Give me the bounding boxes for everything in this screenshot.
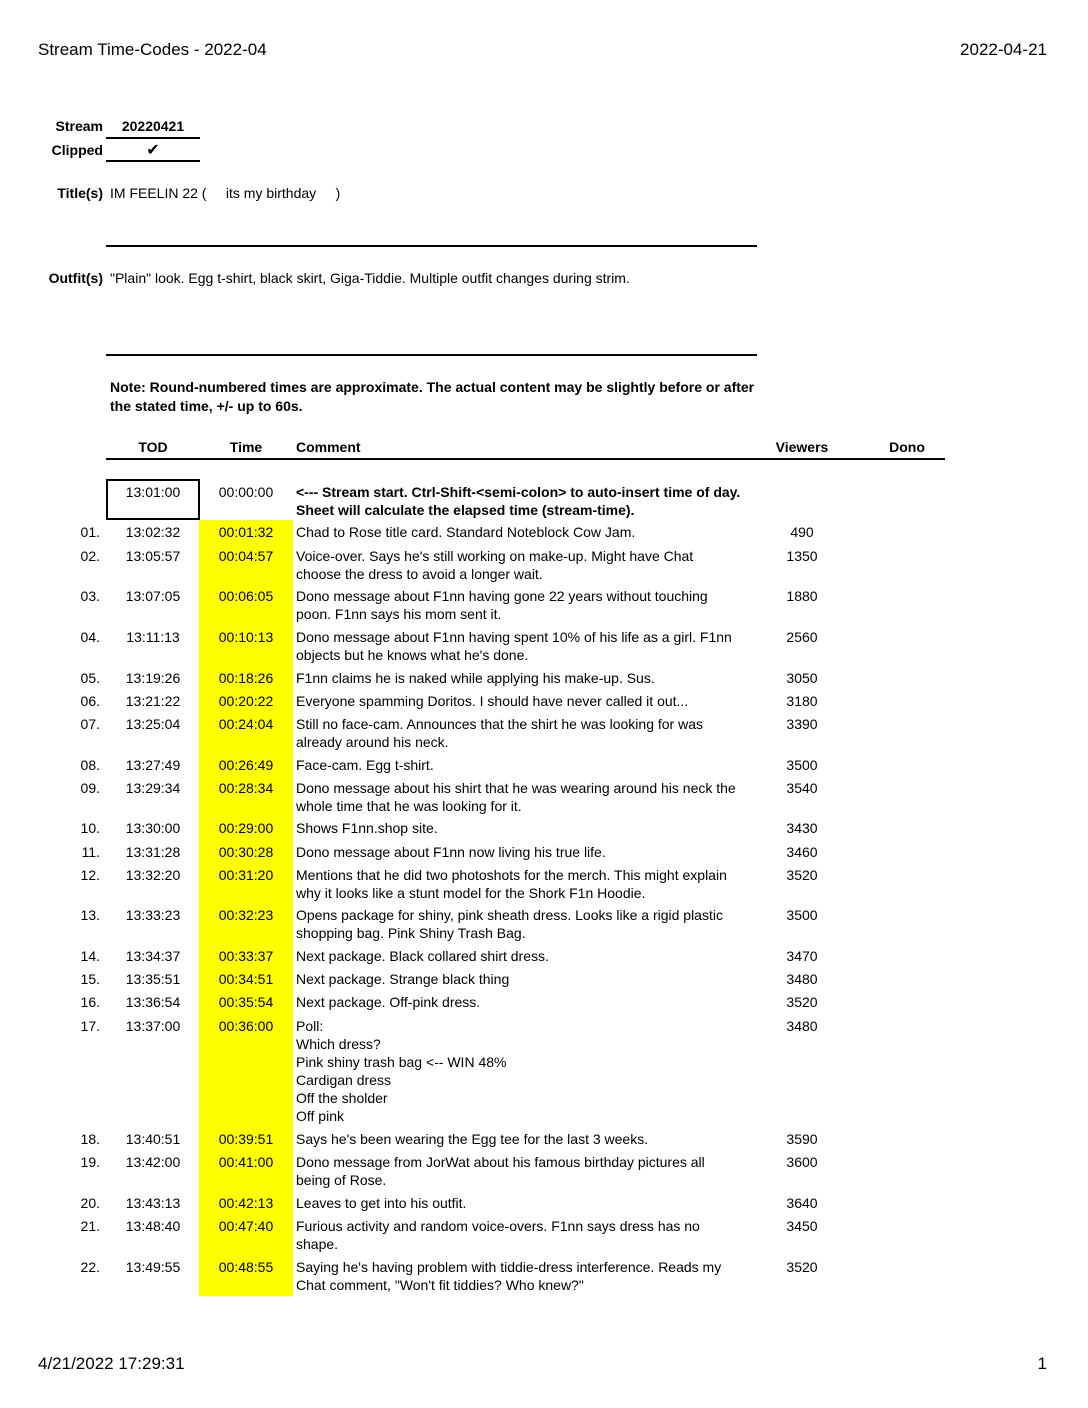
row-time: 00:32:23 [218, 907, 274, 923]
row-number: 16. [80, 994, 100, 1010]
row-number: 13. [80, 907, 100, 923]
row-viewers: 3520 [786, 994, 818, 1010]
row-number: 07. [80, 716, 100, 732]
row-viewers: 3520 [786, 867, 818, 883]
row-viewers: 3500 [786, 757, 818, 773]
row-number: 18. [80, 1131, 100, 1147]
row-tod: 13:42:00 [125, 1154, 181, 1170]
row-comment: Voice-over. Says he's still working on make-up. Might have Chat choose the dress to avoid a longer wait. [296, 548, 694, 582]
row-tod: 13:48:40 [125, 1218, 181, 1234]
clipped-underline [106, 160, 200, 162]
row-comment: Next package. Black collared shirt dress. [296, 948, 549, 964]
row-number: 01. [80, 524, 100, 540]
row-comment: Dono message about his shirt that he was wearing around his neck the whole time that he was looking for it. [296, 780, 736, 814]
row-viewers: 3500 [786, 907, 818, 923]
col-header-tod: TOD [138, 439, 168, 455]
col-header-viewers: Viewers [775, 439, 829, 455]
col-header-comment: Comment [296, 439, 361, 455]
row-tod: 13:34:37 [125, 948, 181, 964]
row-number: 08. [80, 757, 100, 773]
document-title: Stream Time-Codes - 2022-04 [38, 40, 267, 59]
outfits-label: Outfit(s) [48, 270, 103, 286]
stream-value: 20220421 [121, 118, 185, 134]
row-time: 00:04:57 [218, 548, 274, 564]
row-comment: Everyone spamming Doritos. I should have never called it out... [296, 693, 689, 709]
start-time: 00:00:00 [218, 484, 274, 500]
document-date: 2022-04-21 [960, 40, 1047, 59]
row-comment: Next package. Off-pink dress. [296, 994, 481, 1010]
row-comment: F1nn claims he is naked while applying his make-up. Sus. [296, 670, 655, 686]
row-viewers: 3600 [786, 1154, 818, 1170]
row-tod: 13:02:32 [125, 524, 181, 540]
row-comment: Dono message from JorWat about his famous birthday pictures all being of Rose. [296, 1154, 705, 1188]
titles-label: Title(s) [57, 185, 103, 201]
row-viewers: 3640 [786, 1195, 818, 1211]
row-viewers: 3480 [786, 971, 818, 987]
row-viewers: 3470 [786, 948, 818, 964]
row-viewers: 3390 [786, 716, 818, 732]
page-number: 1 [1037, 1354, 1047, 1373]
row-viewers: 3520 [786, 1259, 818, 1275]
row-time: 00:28:34 [218, 780, 274, 796]
row-time: 00:18:26 [218, 670, 274, 686]
row-number: 05. [80, 670, 100, 686]
titles-underline [106, 245, 757, 247]
row-time: 00:36:00 [218, 1018, 274, 1034]
row-time: 00:39:51 [218, 1131, 274, 1147]
row-time: 00:48:55 [218, 1259, 274, 1275]
row-number: 22. [80, 1259, 100, 1275]
row-comment: Still no face-cam. Announces that the shirt he was looking for was already around his neck. [296, 716, 703, 750]
row-number: 03. [80, 588, 100, 604]
row-viewers: 1350 [786, 548, 818, 564]
row-comment: Opens package for shiny, pink sheath dress. Looks like a rigid plastic shopping bag. Pink Shiny Trash Bag. [296, 907, 723, 941]
row-time: 00:26:49 [218, 757, 274, 773]
row-tod: 13:37:00 [125, 1018, 181, 1034]
footer-timestamp: 4/21/2022 17:29:31 [38, 1354, 185, 1373]
row-comment: Face-cam. Egg t-shirt. [296, 757, 434, 773]
row-tod: 13:31:28 [125, 844, 181, 860]
row-viewers: 2560 [786, 629, 818, 645]
row-viewers: 3050 [786, 670, 818, 686]
row-viewers: 3540 [786, 780, 818, 796]
start-tod: 13:01:00 [125, 484, 181, 500]
row-time: 00:34:51 [218, 971, 274, 987]
row-viewers: 1880 [786, 588, 818, 604]
row-tod: 13:29:34 [125, 780, 181, 796]
row-number: 12. [80, 867, 100, 883]
row-viewers: 3450 [786, 1218, 818, 1234]
row-tod: 13:25:04 [125, 716, 181, 732]
row-time: 00:31:20 [218, 867, 274, 883]
row-tod: 13:27:49 [125, 757, 181, 773]
row-time: 00:33:37 [218, 948, 274, 964]
row-comment: Furious activity and random voice-overs. F1nn says dress has no shape. [296, 1218, 700, 1252]
header-underline [106, 458, 945, 460]
row-tod: 13:19:26 [125, 670, 181, 686]
stream-label: Stream [55, 118, 103, 134]
row-comment: Dono message about F1nn now living his true life. [296, 844, 606, 860]
row-number: 21. [80, 1218, 100, 1234]
note-text: Note: Round-numbered times are approximate. The actual content may be slightly before or after the stated time, +/- up to 60s. [110, 379, 755, 414]
col-header-time: Time [229, 439, 263, 455]
col-header-dono: Dono [889, 439, 925, 455]
row-comment: Dono message about F1nn having spent 10% of his life as a girl. F1nn objects but he knows what he's done. [296, 629, 732, 663]
row-tod: 13:40:51 [125, 1131, 181, 1147]
row-comment: Chad to Rose title card. Standard Noteblock Cow Jam. [296, 524, 636, 540]
stream-underline [106, 137, 200, 139]
row-number: 17. [80, 1018, 100, 1034]
row-comment: Next package. Strange black thing [296, 971, 510, 987]
row-tod: 13:49:55 [125, 1259, 181, 1275]
row-tod: 13:36:54 [125, 994, 181, 1010]
row-number: 14. [80, 948, 100, 964]
row-number: 10. [80, 820, 100, 836]
row-tod: 13:05:57 [125, 548, 181, 564]
row-comment: Shows F1nn.shop site. [296, 820, 438, 836]
start-comment: <--- Stream start. Ctrl-Shift-<semi-colon> to auto-insert time of day. Sheet will calculate the elapsed time (stream-time). [296, 484, 741, 518]
row-tod: 13:32:20 [125, 867, 181, 883]
row-number: 20. [80, 1195, 100, 1211]
row-time: 00:29:00 [218, 820, 274, 836]
row-time: 00:30:28 [218, 844, 274, 860]
row-comment: Saying he's having problem with tiddie-dress interference. Reads my Chat comment, "Won't fit tiddies? Who knew?" [296, 1259, 722, 1293]
row-number: 02. [80, 548, 100, 564]
row-number: 09. [80, 780, 100, 796]
row-viewers: 3480 [786, 1018, 818, 1034]
row-time: 00:35:54 [218, 994, 274, 1010]
row-viewers: 490 [790, 524, 814, 540]
row-viewers: 3180 [786, 693, 818, 709]
row-time: 00:24:04 [218, 716, 274, 732]
outfits-underline [106, 354, 757, 356]
row-comment: Poll: Which dress? Pink shiny trash bag <-- WIN 48% Cardigan dress Off the sholder Off pink [296, 1018, 507, 1124]
row-time: 00:10:13 [218, 629, 274, 645]
row-tod: 13:07:05 [125, 588, 181, 604]
row-time: 00:41:00 [218, 1154, 274, 1170]
row-tod: 13:35:51 [125, 971, 181, 987]
row-tod: 13:11:13 [126, 629, 180, 645]
row-tod: 13:30:00 [125, 820, 181, 836]
row-viewers: 3460 [786, 844, 818, 860]
row-number: 11. [81, 844, 100, 860]
row-number: 19. [80, 1154, 100, 1170]
row-number: 06. [80, 693, 100, 709]
row-tod: 13:33:23 [125, 907, 181, 923]
row-time: 00:20:22 [218, 693, 274, 709]
outfits-value: "Plain" look. Egg t-shirt, black skirt, Giga-Tiddie. Multiple outfit changes during strim. [110, 270, 630, 286]
row-comment: Dono message about F1nn having gone 22 years without touching poon. F1nn says his mom sent it. [296, 588, 708, 622]
checkmark-icon: ✔ [146, 142, 160, 159]
row-viewers: 3430 [786, 820, 818, 836]
row-comment: Leaves to get into his outfit. [296, 1195, 467, 1211]
row-tod: 13:43:13 [125, 1195, 181, 1211]
clipped-label: Clipped [51, 142, 103, 158]
row-comment: Mentions that he did two photoshots for the merch. This might explain why it looks like a stunt model for the Shork F1n Hoodie. [296, 867, 727, 901]
row-time: 00:47:40 [218, 1218, 274, 1234]
row-comment: Says he's been wearing the Egg tee for the last 3 weeks. [296, 1131, 649, 1147]
start-tod-cell [106, 479, 200, 520]
row-number: 04. [80, 629, 100, 645]
row-tod: 13:21:22 [125, 693, 181, 709]
row-time: 00:06:05 [218, 588, 274, 604]
row-time: 00:01:32 [218, 524, 274, 540]
titles-value: IM FEELIN 22 ( its my birthday ) [110, 185, 341, 201]
row-number: 15. [80, 971, 100, 987]
row-viewers: 3590 [786, 1131, 818, 1147]
row-time: 00:42:13 [218, 1195, 274, 1211]
